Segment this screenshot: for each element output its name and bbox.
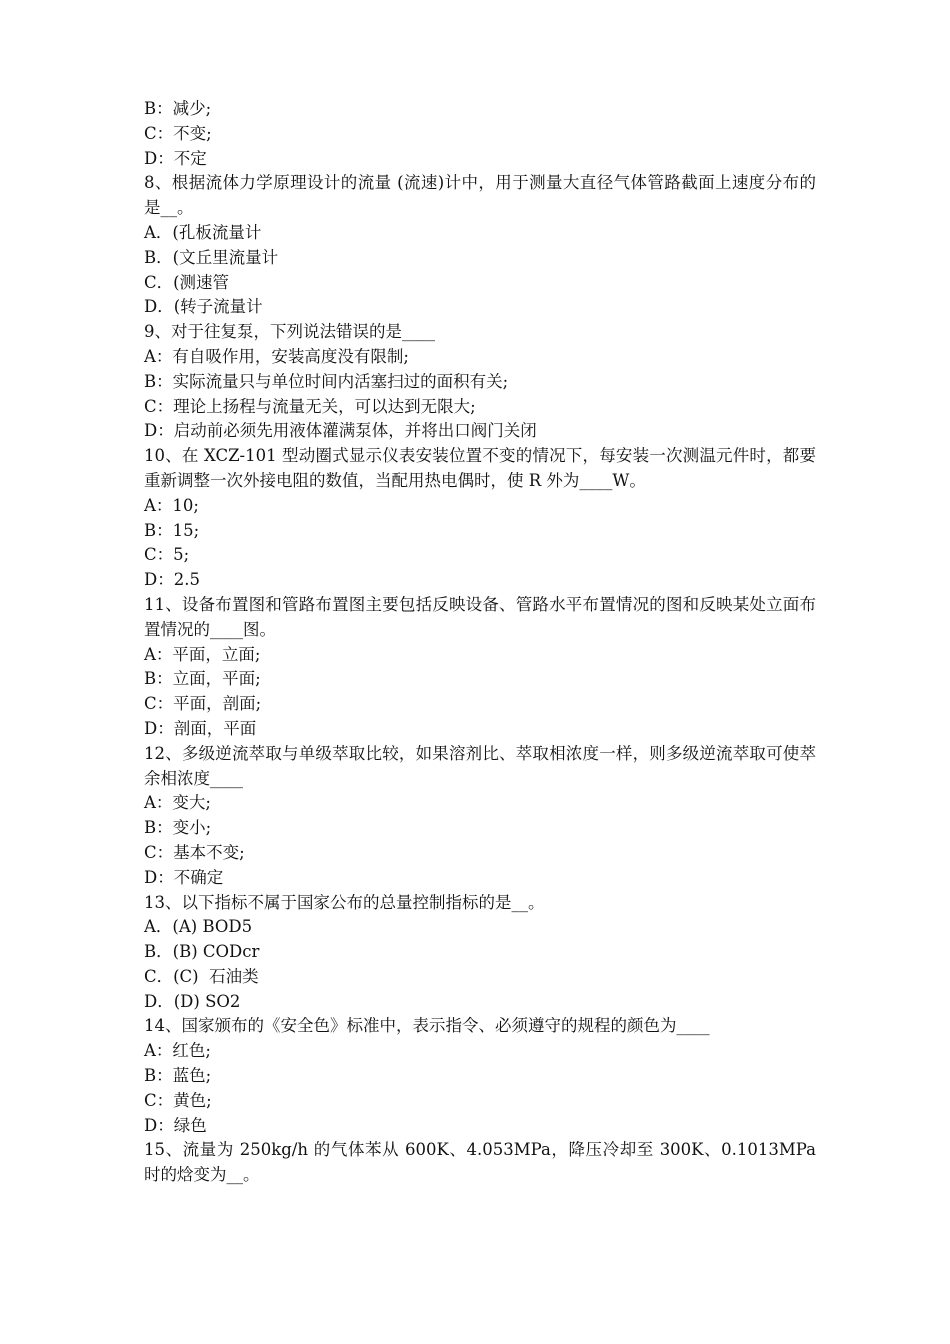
question-11-option-d: D：剖面，平面 — [144, 718, 257, 738]
question-11-option-a: A：平面，立面; — [144, 644, 261, 664]
exam-content — [144, 97, 816, 1188]
question-10-text: 10、在 XCZ-101 型动圈式显示仪表安装位置不变的情况下，每安装一次测温元件时，都要重新调整一次外接电阻的数值，当配用热电偶时，使 R 外为____W。 — [144, 446, 816, 490]
question-8-option-a: A．(孔板流量计 — [144, 222, 262, 242]
question-12-option-d: D：不确定 — [144, 867, 224, 887]
question-9-option-c: C：理论上扬程与流量无关，可以达到无限大; — [144, 396, 476, 416]
question-12-option-b: B：变小; — [144, 818, 212, 838]
question-13-option-b: B．(B) CODcr — [144, 942, 260, 962]
question-8-option-d: D．(转子流量计 — [144, 297, 263, 317]
question-9 — [144, 320, 816, 345]
question-12-option-c: C：基本不变; — [144, 842, 245, 862]
question-9-option-b: B：实际流量只与单位时间内活塞扫过的面积有关; — [144, 371, 509, 391]
question-14-option-a: A：红色; — [144, 1041, 211, 1061]
option-8-prev-b: B：减少; — [144, 99, 212, 118]
question-15-text: 15、流量为 250kg/h 的气体苯从 600K、4.053MPa，降压冷却至 300K、0.1013MPa 时的焓变为__。 — [144, 1140, 816, 1185]
question-14-option-c: C：黄色; — [144, 1090, 212, 1110]
question-10-option-c: C：5; — [144, 545, 190, 565]
question-11 — [144, 593, 816, 643]
question-13-text: 13、以下指标不属于国家公布的总量控制指标的是__。 — [144, 892, 545, 912]
question-14-text: 14、国家颁布的《安全色》标准中，表示指令、必须遵守的规程的颜色为____ — [144, 1016, 710, 1036]
question-10 — [144, 444, 816, 494]
question-13-option-c: C．(C) 石油类 — [144, 966, 259, 986]
question-12 — [144, 742, 816, 792]
question-10-option-b: B：15; — [144, 520, 200, 540]
question-15 — [144, 1138, 816, 1188]
option-8-prev-c: C：不变; — [144, 123, 212, 143]
question-9-text: 9、对于往复泵，下列说法错误的是____ — [144, 322, 435, 342]
question-13-option-a: A．(A) BOD5 — [144, 917, 253, 937]
question-14 — [144, 1014, 816, 1039]
question-14-option-d: D：绿色 — [144, 1115, 207, 1135]
question-13 — [144, 891, 816, 916]
question-13-option-d: D．(D) SO2 — [144, 991, 241, 1011]
question-9-option-a: A：有自吸作用，安装高度没有限制; — [144, 346, 409, 366]
question-11-option-c: C：平面，剖面; — [144, 694, 262, 714]
question-9-option-d: D：启动前必须先用液体灌满泵体，并将出口阀门关闭 — [144, 421, 537, 441]
question-12-option-a: A：变大; — [144, 793, 211, 813]
question-8 — [144, 171, 816, 221]
question-12-text: 12、多级逆流萃取与单级萃取比较，如果溶剂比、萃取相浓度一样，则多级逆流萃取可使萃余相浓度____ — [144, 743, 816, 788]
option-8-prev-d: D：不定 — [144, 148, 207, 168]
question-10-option-a: A：10; — [144, 495, 199, 515]
question-11-option-b: B：立面，平面; — [144, 669, 261, 689]
question-14-option-b: B：蓝色; — [144, 1066, 212, 1086]
question-8-option-b: B．(文丘里流量计 — [144, 247, 279, 267]
question-10-option-d: D：2.5 — [144, 570, 200, 590]
question-8-text: 8、根据流体力学原理设计的流量 (流速)计中，用于测量大直径气体管路截面上速度分布的是__。 — [144, 173, 816, 218]
question-11-text: 11、设备布置图和管路布置图主要包括反映设备、管路水平布置情况的图和反映某处立面布置情况的____图。 — [144, 594, 816, 639]
question-8-option-c: C．(测速管 — [144, 272, 230, 292]
